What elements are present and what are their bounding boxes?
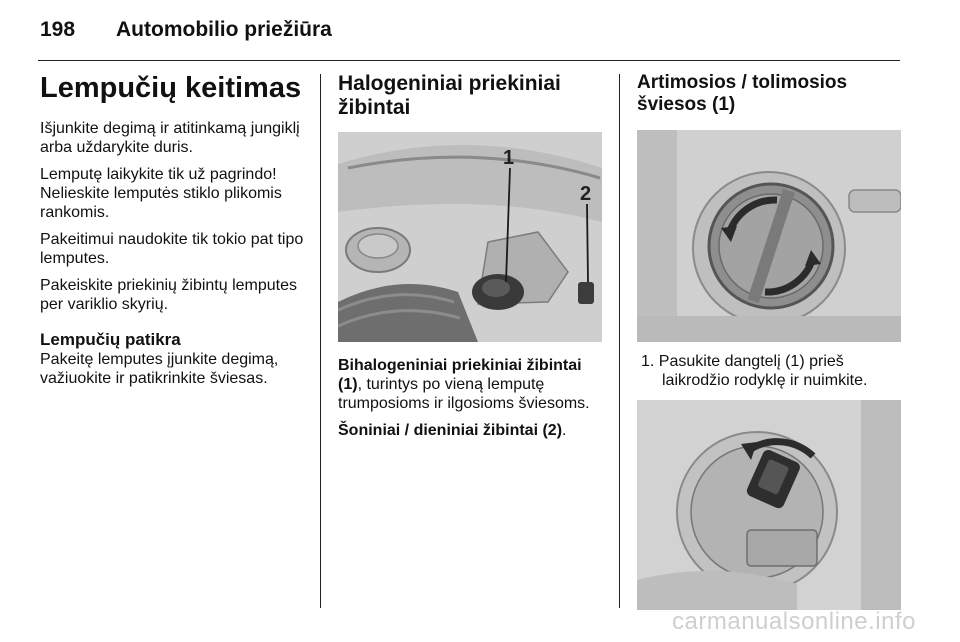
right-panel — [861, 400, 901, 610]
page-header — [40, 18, 332, 42]
section-title: Automobilio priežiūra — [116, 18, 332, 41]
bulb-check-heading: Lempučių patikra — [40, 330, 181, 349]
column-bulb-replacement — [40, 72, 308, 396]
low-high-beam-heading: Artimosios / tolimosios šviesos (1) — [637, 72, 848, 115]
column-divider-2 — [619, 74, 620, 608]
step-number: 1. — [641, 353, 655, 370]
watermark: carmanualsonline.info — [672, 608, 916, 635]
step-text: Pasukite dangtelį (1) prieš laikrodžio rodyklę ir nuimkite. — [658, 353, 868, 389]
side-light-socket — [578, 282, 594, 304]
caption-side-daytime-bold: Šoniniai / dieniniai žibintai (2) — [338, 422, 563, 439]
callout-line-2 — [587, 204, 588, 282]
figure-label-1: 1 — [503, 147, 515, 169]
bulb-replacement-heading: Lempučių keitimas — [40, 72, 302, 104]
caption-bihalogen-rest: , turintys po vieną lemputę trumposioms ir ilgosioms šviesoms. — [338, 376, 590, 412]
step-list — [637, 352, 903, 390]
headlight-assembly-figure — [338, 132, 602, 342]
paragraph-bulb-check: Pakeitę lemputes įjunkite degimą, važiuokite ir patikrinkite šviesas. — [40, 351, 279, 387]
column-halogen-headlights — [338, 72, 604, 448]
caption-side-daytime — [338, 421, 604, 440]
figure-label-2: 2 — [580, 183, 592, 205]
caption-bihalogen-bold: Bihalogeniniai priekiniai žibintai (1) — [338, 357, 582, 393]
paragraph-engine-bay: Pakeiskite priekinių žibintų lemputes per variklio skyrių. — [40, 277, 298, 313]
cover-removal-figure — [637, 130, 901, 342]
header-rule — [38, 60, 900, 61]
column-low-high-beam — [637, 72, 903, 610]
bottom-bracket — [637, 316, 901, 342]
left-cap-inner — [358, 234, 398, 258]
wiring-connector — [747, 530, 817, 566]
page-number: 198 — [40, 18, 76, 41]
side-connector — [849, 190, 901, 212]
paragraph-ignition: Išjunkite degimą ir atitinkamą jungiklį arba uždarykite duris. — [40, 120, 300, 156]
bulb-removal-figure — [637, 400, 901, 610]
halogen-heading: Halogeniniai priekiniai žibintai — [338, 72, 561, 119]
caption-bihalogen — [338, 356, 604, 413]
left-panel — [637, 130, 677, 342]
column-divider-1 — [320, 74, 321, 608]
paragraph-holding: Lemputę laikykite tik už pagrindo! Nelieskite lemputės stiklo plikomis rankomis. — [40, 166, 282, 221]
paragraph-same-type: Pakeitimui naudokite tik tokio pat tipo lemputes. — [40, 231, 304, 267]
list-item — [637, 352, 903, 390]
caption-side-daytime-rest: . — [562, 422, 567, 439]
